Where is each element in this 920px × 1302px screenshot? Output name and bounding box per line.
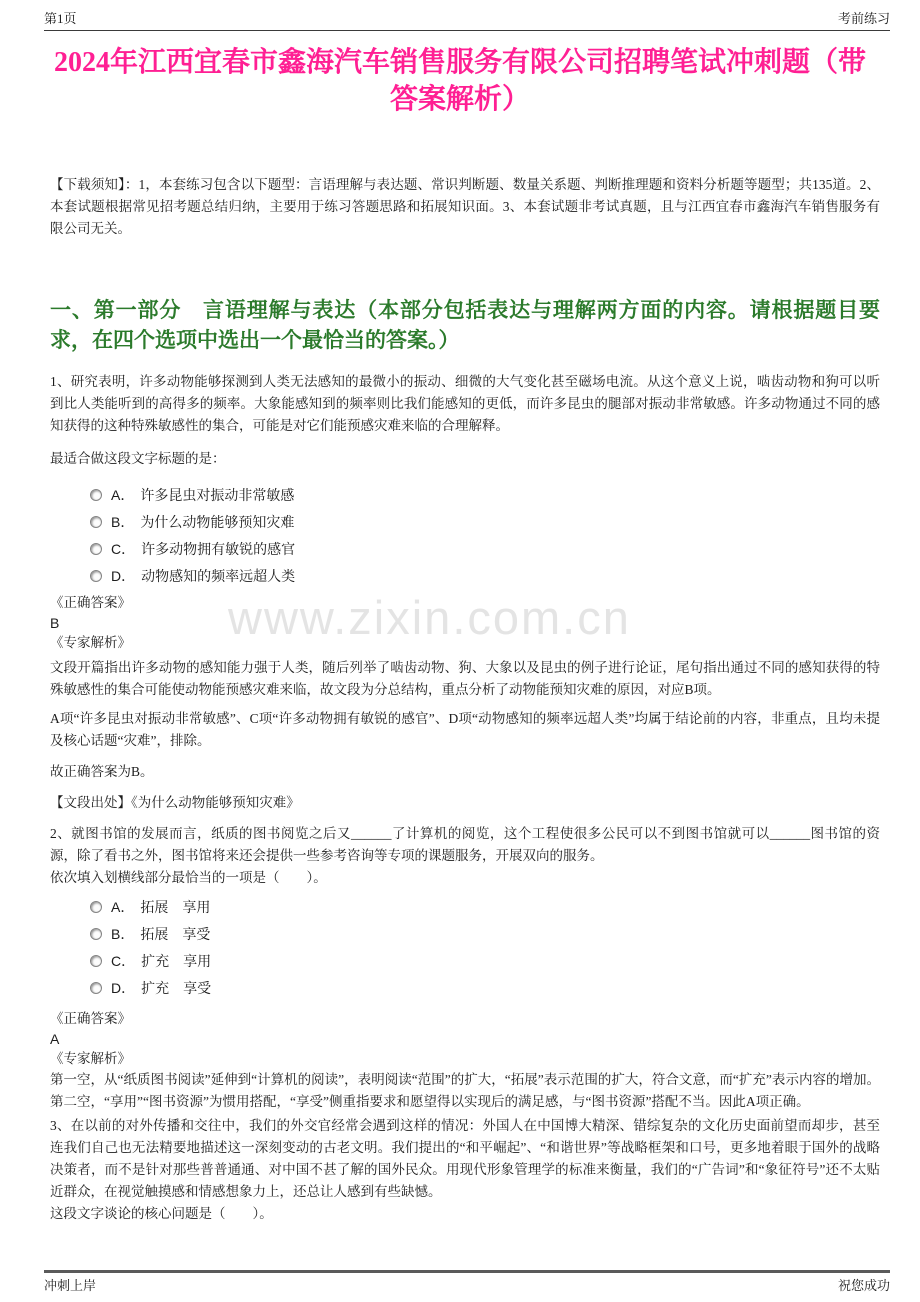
q1-option-d-radio-icon[interactable] <box>90 570 102 582</box>
q1-option-a-label: 许多昆虫对振动非常敏感 <box>140 488 295 504</box>
q2-option-c-radio-icon[interactable] <box>90 955 102 967</box>
q1-option-a-radio-icon[interactable] <box>90 489 102 501</box>
page-header <box>44 0 890 31</box>
download-notice: 【下载须知】：1，本套练习包含以下题型：言语理解与表达题、常识判断题、数量关系题、判断推理题和资料分析题等题型；共135道。2、本套试题根据常见招考题总结归纳，主要用于练习答题思路和拓展知识面。3、本套试题非考试真题，且与江西宜春市鑫海汽车销售服务有限公司无关。 <box>50 177 880 236</box>
q2-option-a-letter: A． <box>111 898 135 915</box>
q2-option-c-label: 扩充 享用 <box>141 954 212 970</box>
question-3-stem: 3、在以前的对外传播和交往中，我们的外交官经常会遇到这样的情况：外国人在中国博大精深、错综复杂的文化历史面前望而却步，甚至连我们自己也无法精要地描述这一深刻变动的古老文明。我们提出的“和平崛起”、“和谐世界”等战略框架和口号，更多地着眼于国外的战略决策者，而不是针对那些普普通通、对中国不甚了解的国外民众。用现代形象管理学的标准来衡量，我们的“广告词”和“象征符号”还不太贴近群众，在视觉触摸感和情感想象力上，还总让人感到有些缺憾。 <box>50 1118 880 1199</box>
q1-option-c-letter: C． <box>111 540 136 557</box>
page-footer <box>44 1270 890 1294</box>
section-heading: 一、第一部分 言语理解与表达（本部分包括表达与理解两方面的内容。请根据题目要求，在四个选项中选出一个最恰当的答案。） <box>50 298 880 352</box>
q1-option-c-radio-icon[interactable] <box>90 543 102 555</box>
q1-option-c[interactable] <box>90 535 880 562</box>
q2-option-a-label: 拓展 享用 <box>140 900 211 916</box>
question-2-prompt: 依次填入划横线部分最恰当的一项是（ ）。 <box>50 870 327 885</box>
q1-option-d-label: 动物感知的频率远超人类 <box>141 569 296 585</box>
question-1-options <box>90 481 880 589</box>
watermark: www.zixin.com.cn <box>228 591 631 644</box>
q2-analysis-paragraph: 第一空，从“纸质图书阅读”延伸到“计算机的阅读”，表明阅读“范围”的扩大，“拓展”表示范围的扩大，符合文意，而“扩充”表示内容的增加。第二空，“享用”“图书资源”为惯用搭配，“享受”侧重指要求和愿望得以实现后的满足感，与“图书资源”搭配不当。因此A项正确。 <box>50 1072 880 1109</box>
header-page-number: 第1页 <box>44 11 77 26</box>
q1-option-d-letter: D． <box>111 567 136 584</box>
q2-answer-value: A <box>50 1031 60 1047</box>
q2-option-d-radio-icon[interactable] <box>90 982 102 994</box>
q2-option-c-letter: C． <box>111 952 136 969</box>
q1-analysis-paragraph: A项“许多昆虫对振动非常敏感”、C项“许多动物拥有敏锐的感官”、D项“动物感知的频率远超人类”均属于结论前的内容，非重点，且均未提及核心话题“灾难”，排除。 <box>50 711 880 748</box>
footer-right: 祝您成功 <box>837 1278 890 1293</box>
q2-option-d[interactable] <box>90 974 880 1001</box>
q2-answer-heading: 《正确答案》 <box>50 1011 131 1026</box>
header-note: 考前练习 <box>837 11 890 26</box>
q2-option-b[interactable] <box>90 920 880 947</box>
q1-option-b[interactable] <box>90 508 880 535</box>
q1-option-b-label: 为什么动物能够预知灾难 <box>140 515 295 531</box>
q1-option-b-radio-icon[interactable] <box>90 516 102 528</box>
q1-answer-value: B <box>50 615 60 631</box>
q2-option-b-radio-icon[interactable] <box>90 928 102 940</box>
question-3-prompt: 这段文字谈论的核心问题是（ ）。 <box>50 1206 273 1221</box>
question-2-stem: 2、就图书馆的发展而言，纸质的图书阅览之后又______了计算机的阅览，这个工程使很多公民可以不到图书馆就可以______图书馆的资源，除了看书之外，图书馆将来还会提供一些参考咨询等专项的课题服务，开展双向的服务。 <box>50 826 880 863</box>
q1-analysis-conclusion: 故正确答案为B。 <box>50 764 154 779</box>
q1-option-a-letter: A． <box>111 486 135 503</box>
q2-option-b-label: 拓展 享受 <box>140 927 211 943</box>
q2-option-c[interactable] <box>90 947 880 974</box>
footer-left: 冲刺上岸 <box>44 1278 97 1293</box>
q2-option-a[interactable] <box>90 893 880 920</box>
page-title: 2024年江西宜春市鑫海汽车销售服务有限公司招聘笔试冲刺题（带答案解析） <box>53 47 866 115</box>
q1-option-a[interactable] <box>90 481 880 508</box>
q1-option-b-letter: B． <box>111 513 135 530</box>
q1-option-d[interactable] <box>90 562 880 589</box>
q2-analysis-heading: 《专家解析》 <box>50 1051 131 1066</box>
q1-option-c-label: 许多动物拥有敏锐的感官 <box>141 542 296 558</box>
question-2-options <box>90 893 880 1001</box>
q2-option-d-label: 扩充 享受 <box>141 981 212 997</box>
q1-analysis-heading: 《专家解析》 <box>50 635 131 650</box>
q2-option-b-letter: B． <box>111 925 135 942</box>
question-1-stem: 1、研究表明，许多动物能够探测到人类无法感知的最微小的振动、细微的大气变化甚至磁场电流。从这个意义上说，啮齿动物和狗可以听到比人类能听到的高得多的频率。大象能感知到的频率则比我们能感知的更低，而许多昆虫的腿部对振动非常敏感。许多动物通过不同的感知获得的这种特殊敏感性的集合，可能是对它们能预感灾难来临的合理解释。 <box>50 374 880 433</box>
q1-analysis-paragraph: 文段开篇指出许多动物的感知能力强于人类，随后列举了啮齿动物、狗、大象以及昆虫的例子进行论证，尾句指出通过不同的感知获得的特殊敏感性的集合可能使动物能预感灾难来临，故文段为分总结构，重点分析了动物能预知灾难的原因，对应B项。 <box>50 660 880 697</box>
q1-source-note: 【文段出处】《为什么动物能够预知灾难》 <box>50 795 300 810</box>
question-1-prompt: 最适合做这段文字标题的是： <box>50 451 226 466</box>
q2-option-d-letter: D． <box>111 979 136 996</box>
q1-answer-heading: 《正确答案》 <box>50 595 131 610</box>
document-body <box>50 174 880 1225</box>
q2-option-a-radio-icon[interactable] <box>90 901 102 913</box>
